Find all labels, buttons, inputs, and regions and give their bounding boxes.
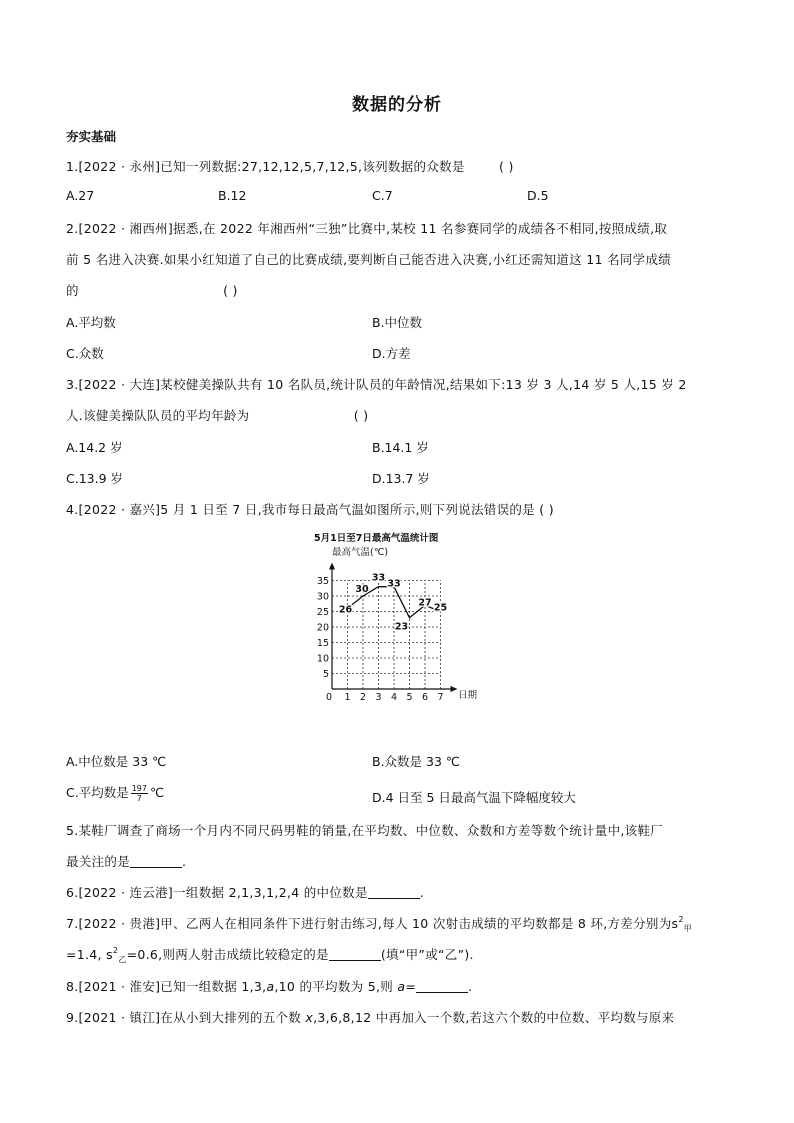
- chart-x-axis-label: 日期: [458, 690, 478, 701]
- y-tick-label: 10: [316, 653, 329, 665]
- question-3-option-c: C.13.9 岁: [66, 471, 124, 486]
- superscript: 2: [678, 915, 684, 924]
- answer-blank[interactable]: [130, 855, 182, 868]
- question-1-stem: 1.[2022 · 永州]已知一列数据:27,12,12,5,7,12,5,该列数据的众数是: [66, 159, 465, 174]
- fraction-denominator: 7: [136, 794, 142, 803]
- question-2-line-1: 2.[2022 · 湘西州]据悉,在 2022 年湘西州“三独”比赛中,某校 11 名参赛同学的成绩各不相同,按照成绩,取: [66, 221, 668, 236]
- data-label: 23: [394, 621, 409, 633]
- question-4-option-a: A.中位数是 33 ℃: [66, 754, 167, 769]
- answer-blank[interactable]: [416, 980, 468, 993]
- page-title: 数据的分析: [352, 95, 442, 115]
- question-4-option-c: [66, 783, 164, 803]
- question-2-line-2: 前 5 名进入决赛.如果小红知道了自己的比赛成绩,要判断自己能否进入决赛,小红还需知道这 11 名同学成绩: [66, 252, 672, 267]
- question-3-line-1: 3.[2022 · 大连]某校健美操队共有 10 名队员,统计队员的年龄情况,结果如下:13 岁 3 人,14 岁 5 人,15 岁 2: [66, 377, 687, 392]
- y-tick-label: 25: [316, 607, 329, 618]
- question-2-option-d: D.方差: [372, 346, 411, 361]
- question-2-line-3-text: 的: [66, 283, 79, 298]
- y-tick-label: 5: [322, 669, 329, 680]
- question-7-line-1: [66, 914, 692, 934]
- question-2-option-c: C.众数: [66, 346, 104, 361]
- answer-paren: ( ): [539, 502, 554, 517]
- chart-y-tick-labels: [317, 576, 329, 680]
- answer-blank[interactable]: [368, 886, 420, 899]
- data-label: 27: [418, 597, 432, 609]
- answer-paren: ( ): [223, 283, 238, 298]
- question-8: [66, 977, 472, 995]
- y-tick-label: 30: [316, 591, 329, 603]
- y-axis-arrow: [329, 563, 335, 570]
- answer-paren: ( ): [499, 159, 514, 174]
- chart-title: 5月1日至7日最高气温统计图: [314, 533, 439, 544]
- data-label: 33: [371, 572, 386, 584]
- question-8-pre: 8.[2021 · 淮安]已知一组数据 1,3,: [66, 979, 267, 994]
- question-7-line-2: [66, 945, 474, 965]
- question-4-option-d: D.4 日至 5 日最高气温下降幅度较大: [372, 790, 576, 805]
- x-tick-label: 3: [375, 692, 382, 703]
- question-3-line-2: [66, 406, 368, 424]
- question-3-option-b: B.14.1 岁: [372, 440, 429, 455]
- question-1-option-c: C.7: [372, 188, 393, 203]
- option-c-unit: ℃: [149, 785, 165, 800]
- question-2-option-b: B.中位数: [372, 315, 423, 330]
- question-6: [66, 883, 424, 901]
- y-tick-label: 20: [316, 622, 329, 634]
- question-2-option-a: A.平均数: [66, 315, 116, 330]
- y-tick-label: 35: [316, 576, 329, 587]
- section-heading: 夯实基础: [66, 129, 117, 144]
- option-c-prefix: C.平均数是: [66, 785, 129, 800]
- question-7-line-2-a: =1.4, s: [66, 947, 113, 962]
- data-label: 30: [355, 584, 369, 595]
- chart-y-axis-label: 最高气温(℃): [332, 547, 389, 558]
- fraction-numerator: 197: [131, 784, 147, 793]
- x-tick-label: 2: [359, 692, 367, 703]
- question-5-line-1: 5.某鞋厂调查了商场一个月内不同尺码男鞋的销量,在平均数、中位数、众数和方差等数个统计量中,该鞋厂: [66, 823, 664, 838]
- x-tick-label: 4: [390, 692, 398, 703]
- question-3-line-2-text: 人.该健美操队队员的平均年龄为: [66, 408, 250, 423]
- data-label: 26: [338, 604, 353, 616]
- period: .: [468, 979, 473, 994]
- equals-sign: =: [405, 979, 417, 994]
- x-tick-label: 0: [325, 692, 333, 703]
- x-tick-label: 5: [406, 692, 413, 703]
- answer-paren: ( ): [353, 408, 369, 423]
- x-axis-arrow: [451, 686, 458, 692]
- question-2-line-3: [66, 281, 238, 299]
- question-9-pre: 9.[2021 · 镇江]在从小到大排列的五个数: [66, 1010, 306, 1025]
- question-1-option-b: B.12: [218, 188, 247, 203]
- y-tick-label: 15: [316, 638, 329, 649]
- question-1-option-d: D.5: [527, 188, 549, 203]
- subscript: 甲: [683, 924, 693, 933]
- question-3-option-a: A.14.2 岁: [66, 440, 123, 455]
- question-4: [66, 500, 554, 518]
- subscript: 乙: [118, 955, 127, 964]
- superscript: 2: [112, 946, 119, 955]
- temperature-line-chart: [300, 530, 500, 705]
- question-8-mid: ,10 的平均数为 5,则: [274, 979, 398, 994]
- period: .: [182, 854, 187, 869]
- variable-a: a: [266, 979, 275, 994]
- chart-x-tick-labels: [326, 692, 444, 703]
- question-5-line-2: [66, 852, 186, 870]
- question-5-line-2-text: 最关注的是: [66, 854, 131, 869]
- fraction: [131, 784, 148, 803]
- variable-a: a: [397, 979, 406, 994]
- x-tick-label: 6: [421, 692, 429, 703]
- question-7-line-1-text: 7.[2022 · 贵港]甲、乙两人在相同条件下进行射击练习,每人 10 次射击成绩的平均数都是 8 环,方差分别为s: [66, 916, 679, 931]
- question-9-line-1: [66, 1008, 674, 1026]
- x-tick-label: 7: [437, 692, 444, 703]
- variable-x: x: [305, 1010, 314, 1025]
- question-1: [66, 157, 514, 175]
- question-4-option-b: B.众数是 33 ℃: [372, 754, 460, 769]
- answer-blank[interactable]: [329, 948, 381, 961]
- question-7-line-2-b: =0.6,则两人射击成绩比较稳定的是: [126, 947, 329, 962]
- question-9-post: ,3,6,8,12 中再加入一个数,若这六个数的中位数、平均数与原来: [313, 1010, 675, 1025]
- question-6-stem: 6.[2022 · 连云港]一组数据 2,1,3,1,2,4 的中位数是: [66, 885, 368, 900]
- x-tick-label: 1: [344, 692, 351, 703]
- question-4-stem: 4.[2022 · 嘉兴]5 月 1 日至 7 日,我市每日最高气温如图所示,则下列说法错误的是: [66, 502, 535, 517]
- period: .: [419, 885, 425, 900]
- question-1-option-a: A.27: [66, 188, 95, 203]
- data-label: 33: [387, 578, 401, 590]
- question-7-line-2-c: (填“甲”或“乙”).: [380, 947, 474, 962]
- data-label: 25: [433, 602, 448, 614]
- question-3-option-d: D.13.7 岁: [372, 471, 430, 486]
